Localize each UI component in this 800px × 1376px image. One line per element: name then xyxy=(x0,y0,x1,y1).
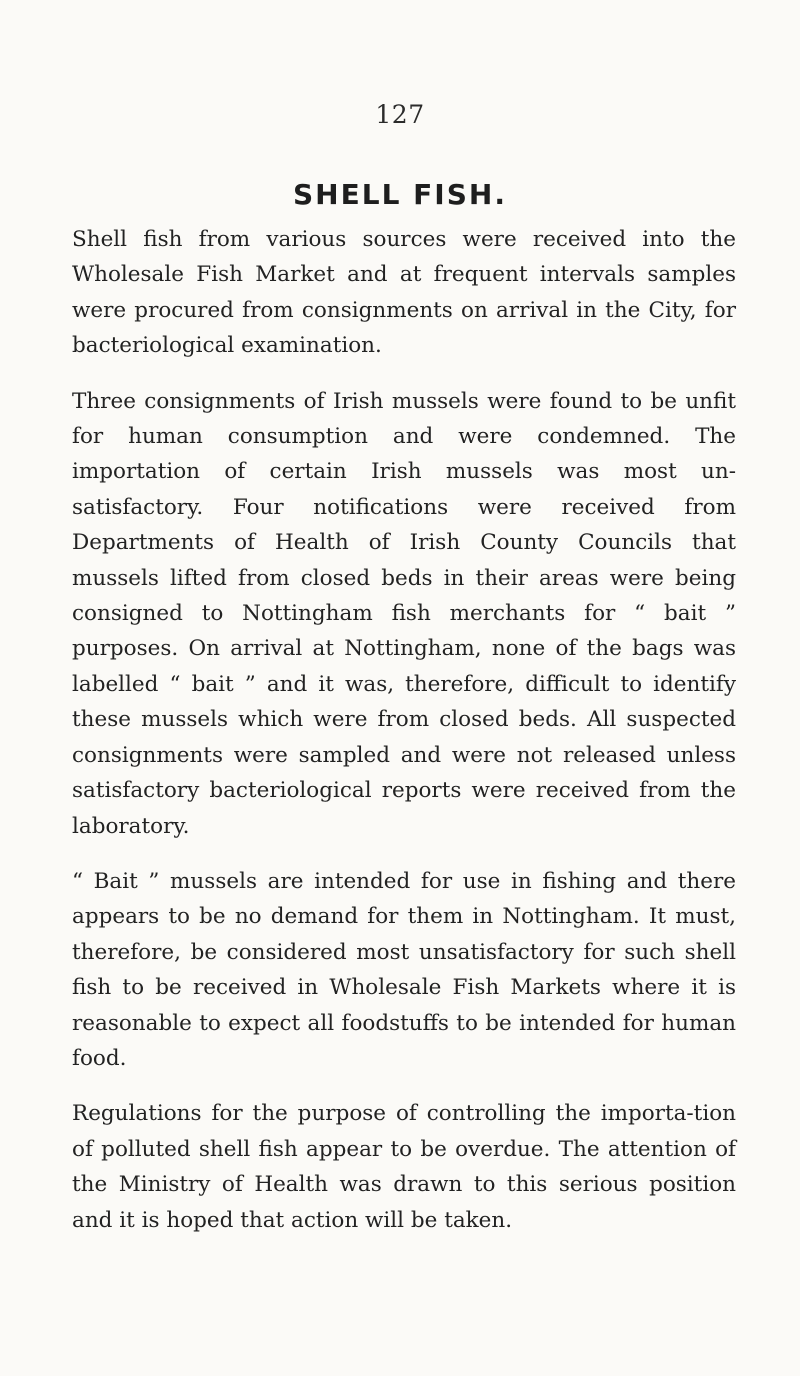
paragraph-2: Three consignments of Irish mussels were found to be unfit for human consumption and were condemned. The importation of certain Irish mussels was most un-satisfactory. Four notifications were received from Departments of Health of Irish County Councils that mussels lifted from closed beds in their areas were being consigned to Nottingham fish merchants for “ bait ” purposes. On arrival at Nottingham, none of the bags was labelled “ bait ” and it was, therefore, difficult to identify these mussels which were from closed beds. All suspected consignments were sampled and were not released unless satisfactory bacteriological reports were received from the laboratory. xyxy=(72,388,736,839)
page-number: 127 xyxy=(375,100,425,129)
paragraph-1: Shell fish from various sources were received into the Wholesale Fish Market and at frequent intervals samples were procured from consignments on arrival in the City, for bacteriological examination. xyxy=(72,227,736,359)
paragraph-4: Regulations for the purpose of controlling the importa-tion of polluted shell fish appear to be overdue. The attention of the Ministry of Health was drawn to this serious position and it is hoped that action will be taken. xyxy=(72,1101,736,1233)
paragraph-3: “ Bait ” mussels are intended for use in fishing and there appears to be no demand for them in Nottingham. It must, therefore, be considered most unsatisfactory for such shell fish to be received in Wholesale Fish Markets where it is reasonable to expect all foodstuffs to be intended for human food. xyxy=(72,868,736,1071)
section-heading: SHELL FISH. xyxy=(293,178,507,211)
body-text xyxy=(72,222,736,1258)
